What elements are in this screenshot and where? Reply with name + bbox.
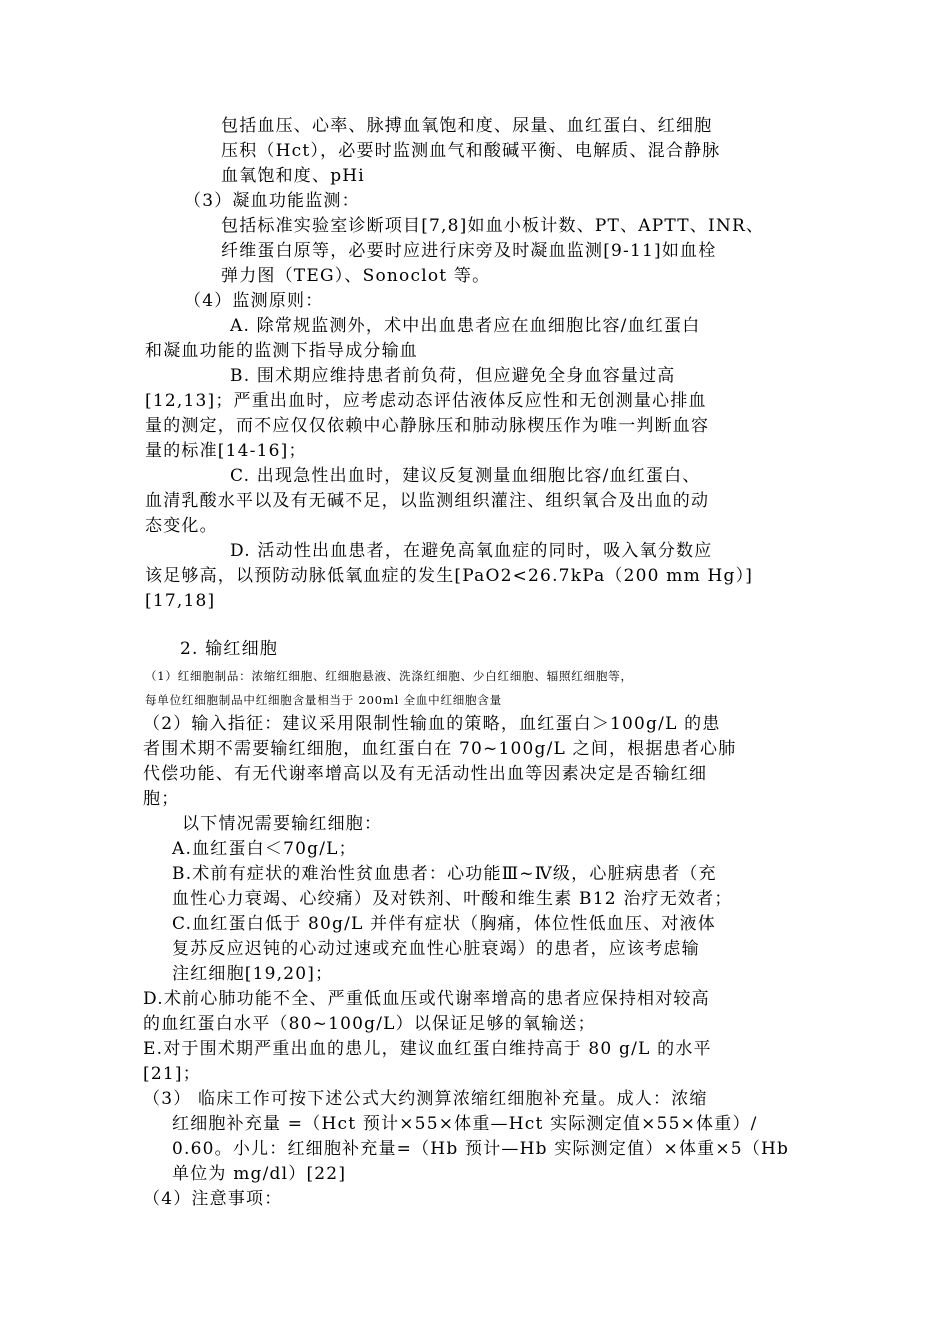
list-item: D.术前心肺功能不全、严重低血压或代谢率增高的患者应保持相对较高	[143, 989, 710, 1009]
section-heading: 2. 输红细胞	[180, 639, 279, 659]
text-line: 血氧饱和度、pHi	[221, 166, 365, 186]
text-line: 血性心力衰竭、心绞痛）及对铁剂、叶酸和维生素 B12 治疗无效者；	[172, 889, 733, 909]
text-line: 弹力图（TEG）、Sonoclot 等。	[221, 266, 491, 286]
text-line: 包括标准实验室诊断项目[7,8]如血小板计数、PT、APTT、INR、	[221, 216, 765, 236]
text-line: 胞；	[143, 789, 180, 809]
text-line: [21]；	[143, 1064, 201, 1084]
list-item: B. 围术期应维持患者前负荷，但应避免全身血容量过高	[230, 366, 676, 386]
text-line: 和凝血功能的监测下指导成分输血	[145, 341, 418, 361]
text-line: 血清乳酸水平以及有无碱不足，以监测组织灌注、组织氧合及出血的动	[145, 491, 710, 511]
text-line: 纤维蛋白原等，必要时应进行床旁及时凝血监测[9-11]如血栓	[221, 241, 717, 261]
section-heading: （4）注意事项：	[143, 1189, 283, 1209]
text-line: 者围术期不需要输红细胞，血红蛋白在 70~100g/L 之间，根据患者心肺	[143, 739, 737, 759]
text-line: 量的测定，而不应仅仅依赖中心静脉压和肺动脉楔压作为唯一判断血容	[145, 416, 710, 436]
text-line: [12,13]；严重出血时，应考虑动态评估液体反应性和无创测量心排血	[145, 391, 707, 411]
text-line-small: （1）红细胞制品：浓缩红细胞、红细胞悬液、洗涤红细胞、少白红细胞、辐照红细胞等，	[145, 669, 633, 683]
text-line: 以下情况需要输红细胞：	[182, 814, 383, 834]
text-line: （2）输入指征：建议采用限制性输血的策略，血红蛋白＞100g/L 的患	[143, 714, 721, 734]
text-line: （3） 临床工作可按下述公式大约测算浓缩红细胞补充量。成人：浓缩	[143, 1089, 708, 1109]
section-heading: （4）监测原则：	[184, 291, 324, 311]
list-item: E.对于围术期严重出血的患儿，建议血红蛋白维持高于 80 g/L 的水平	[143, 1039, 712, 1059]
list-item: A.血红蛋白＜70g/L；	[172, 839, 357, 859]
text-line: 包括血压、心率、脉搏血氧饱和度、尿量、血红蛋白、红细胞	[221, 116, 713, 136]
text-line: 0.60。小儿：红细胞补充量=（Hb 预计—Hb 实际测定值）×体重×5（Hb	[172, 1139, 790, 1159]
text-line: 注红细胞[19,20]；	[172, 964, 334, 984]
text-line: 单位为 mg/dl）[22]	[172, 1164, 347, 1184]
list-item: A. 除常规监测外，术中出血患者应在血细胞比容/血红蛋白	[230, 316, 701, 336]
text-line: 该足够高，以预防动脉低氧血症的发生[PaO2<26.7kPa（200 mm Hg）]	[145, 566, 754, 586]
text-line-small: 每单位红细胞制品中红细胞含量相当于 200ml 全血中红细胞含量	[145, 693, 502, 707]
text-line: 态变化。	[145, 516, 218, 536]
list-item: C.血红蛋白低于 80g/L 并伴有症状（胸痛，体位性低血压、对液体	[172, 914, 716, 934]
text-line: [17,18]	[145, 591, 216, 611]
list-item: C. 出现急性出血时，建议反复测量血细胞比容/血红蛋白、	[230, 466, 701, 486]
text-line: 复苏反应迟钝的心动过速或充血性心脏衰竭）的患者，应该考虑输	[172, 939, 700, 959]
list-item: B.术前有症状的难治性贫血患者：心功能Ⅲ~Ⅳ级，心脏病患者（充	[172, 864, 717, 884]
text-line: 的血红蛋白水平（80~100g/L）以保证足够的氧输送；	[143, 1014, 596, 1034]
text-line: 代偿功能、有无代谢率增高以及有无活动性出血等因素决定是否输红细	[143, 764, 708, 784]
section-heading: （3）凝血功能监测：	[184, 191, 360, 211]
list-item: D. 活动性出血患者，在避免高氧血症的同时，吸入氧分数应	[230, 541, 713, 561]
text-line: 红细胞补充量 =（Hct 预计×55×体重—Hct 实际测定值×55×体重）/	[172, 1114, 758, 1134]
text-line: 量的标准[14-16]；	[145, 441, 307, 461]
text-line: 压积（Hct），必要时监测血气和酸碱平衡、电解质、混合静脉	[221, 141, 721, 161]
